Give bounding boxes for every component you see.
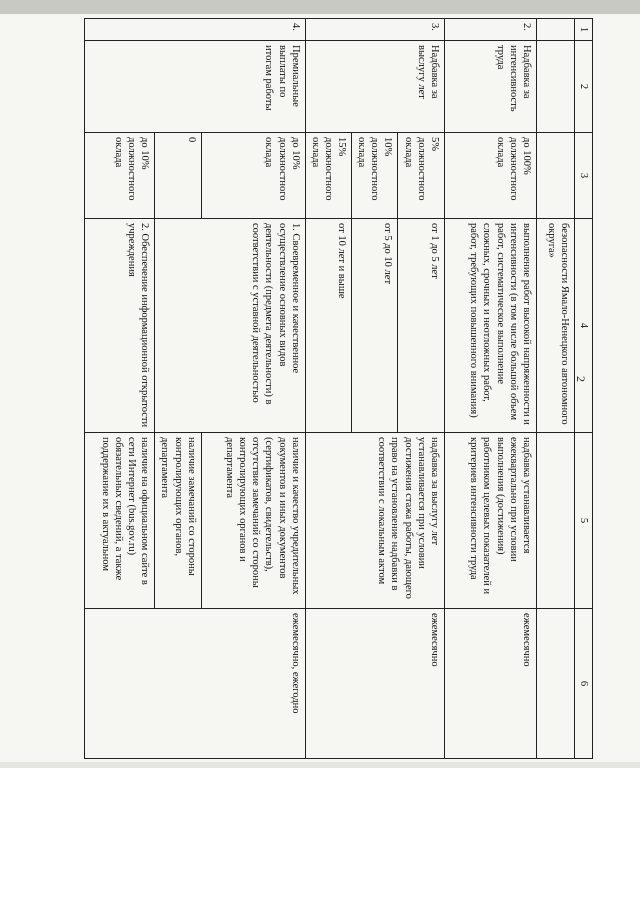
row-number: 2.	[444, 19, 536, 41]
condition-cell: надбавка за выслугу лет устанавливается при условии достижения стажа работы, дающего право на установление надбавки в соответствии с локальным актом	[305, 433, 444, 609]
condition-cell: наличие и качество учредительных документов и иных документов (сертификатов, свидетельств), отсутствие замечаний со стороны контролирующих органов и департамента	[201, 433, 305, 609]
header-cell: 5	[574, 433, 592, 609]
payment-amount: 0	[155, 133, 201, 219]
scan-edge	[0, 0, 640, 14]
payment-name: Надбавка за интенсивность труда	[444, 41, 536, 133]
payment-name: Премиальные выплаты по итогам работы	[85, 41, 305, 133]
criterion-cell: от 1 до 5 лет	[398, 219, 444, 433]
payment-amount: до 100% должностного оклада	[444, 133, 536, 219]
payment-amount: до 10% должностного оклада	[201, 133, 305, 219]
row-number: 3.	[305, 19, 444, 41]
criterion-cell: 2. Обеспечение информационной открытости учреждения	[85, 219, 155, 433]
criterion-cell: безопасности Ямало-Ненецкого автономного округа»	[536, 219, 574, 433]
payment-amount: 15% должностного оклада	[305, 133, 351, 219]
payment-amount: до 10% должностного оклада	[85, 133, 155, 219]
header-cell: 6	[574, 609, 592, 759]
payment-amount: 10% должностного оклада	[352, 133, 398, 219]
criterion-cell: от 10 лет и выше	[305, 219, 351, 433]
table-row	[201, 19, 305, 759]
header-cell: 3	[574, 133, 592, 219]
table-row	[536, 19, 574, 759]
payment-amount: 5% должностного оклада	[398, 133, 444, 219]
payments-table	[84, 18, 593, 759]
header-cell: 4	[574, 219, 592, 433]
header-row	[574, 19, 592, 759]
header-cell: 1	[574, 19, 592, 41]
table-row	[398, 19, 444, 759]
criterion-cell: от 5 до 10 лет	[352, 219, 398, 433]
criterion-cell: выполнение работ высокой напряженности и интенсивности (в том числе большой объем работ, систематическое выполнение сложных, срочных и неотложных работ, работ, требующих повышенного внимания)	[444, 219, 536, 433]
header-cell: 2	[574, 41, 592, 133]
condition-cell: наличие на официальном сайте в сети Интернет (bus.gov.ru) обязательных сведений, а также поддержание их в актуальном	[85, 433, 155, 609]
condition-cell: надбавка устанавливается ежеквартально при условии выполнения (достижения) работником целевых показателей и критериев интенсивности труда	[444, 433, 536, 609]
page-number: 2	[574, 376, 588, 382]
period-cell: ежемесячно	[305, 609, 444, 759]
criterion-cell: 1. Своевременное и качественное осуществление основных видов деятельности (предмета деятельности) в соответствии с уставной деятельностью	[155, 219, 305, 433]
scan-shadow	[0, 762, 640, 768]
period-cell: ежемесячно, ежегодно	[85, 609, 305, 759]
table-row	[444, 19, 536, 759]
rotated-table-container	[33, 18, 593, 758]
row-number: 4.	[85, 19, 305, 41]
period-cell: ежемесячно	[444, 609, 536, 759]
condition-cell: наличие замечаний со стороны контролирующих органов, департамента	[155, 433, 201, 609]
payment-name: Надбавка за выслугу лет	[305, 41, 444, 133]
